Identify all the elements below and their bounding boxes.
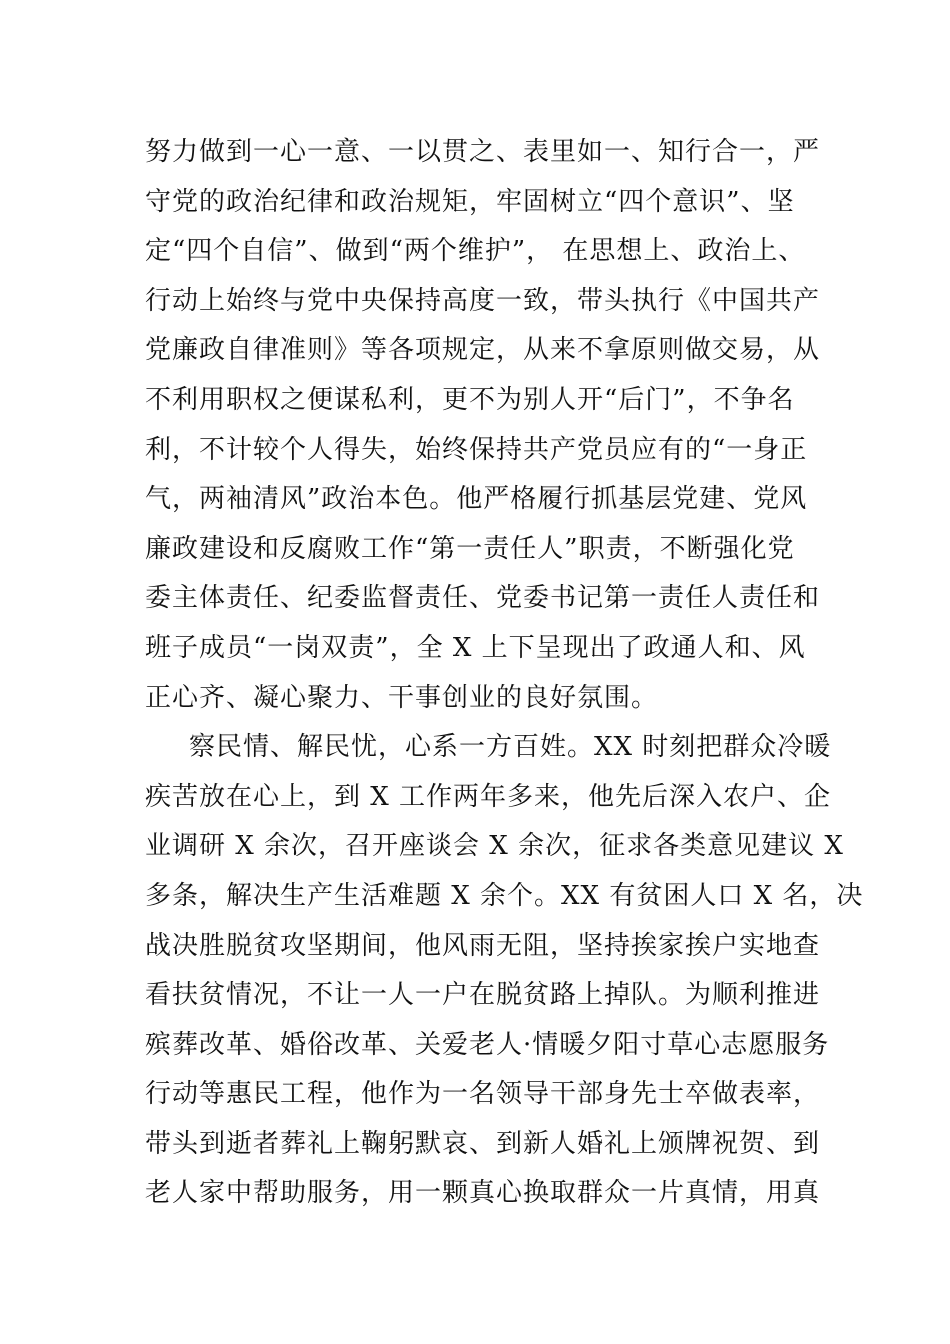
text-line: 行动等惠民工程，他作为一名领导干部身先士卒做表率，	[145, 1079, 821, 1110]
text-line: 带头到逝者葬礼上鞠躬默哀、到新人婚礼上颁牌祝贺、到	[145, 1128, 821, 1159]
text-line: 正心齐、凝心聚力、干事创业的良好氛围。	[145, 682, 659, 713]
text-line: 疾苦放在心上，到 X 工作两年多来，他先后深入农户、企	[145, 781, 832, 812]
text-line: 班子成员“一岗双责”，全 X 上下呈现出了政通人和、风	[145, 632, 806, 663]
text-line: 战决胜脱贫攻坚期间，他风雨无阻，坚持挨家挨户实地查	[145, 930, 821, 961]
text-line: 多条，解决生产生活难题 X 余个。XX 有贫困人口 X 名，决	[145, 880, 864, 911]
text-line: 利，不计较个人得失，始终保持共产党员应有的“一身正	[145, 434, 808, 465]
text-line: 殡葬改革、婚俗改革、关爱老人·情暖夕阳寸草心志愿服务	[145, 1029, 830, 1060]
text-line: 老人家中帮助服务，用一颗真心换取群众一片真情，用真	[145, 1178, 821, 1209]
text-line: 委主体责任、纪委监督责任、党委书记第一责任人责任和	[145, 583, 821, 614]
text-line: 看扶贫情况，不让一人一户在脱贫路上掉队。为顺利推进	[145, 980, 821, 1011]
text-line: 业调研 X 余次，召开座谈会 X 余次，征求各类意见建议 X	[145, 831, 844, 862]
text-line: 守党的政治纪律和政治规矩，牢固树立“四个意识”、坚	[145, 186, 795, 217]
paragraph-first-line: 察民情、解民忧，心系一方百姓。XX 时刻把群众冷暖	[189, 732, 832, 763]
text-line: 党廉政自律准则》等各项规定，从来不拿原则做交易，从	[145, 335, 821, 366]
text-line: 气，两袖清风”政治本色。他严格履行抓基层党建、党风	[145, 484, 808, 515]
text-line: 定“四个自信”、做到“两个维护”， 在思想上、政治上、	[145, 236, 806, 267]
body-text	[145, 128, 864, 1219]
text-line: 廉政建设和反腐败工作“第一责任人”职责，不断强化党	[145, 533, 795, 564]
text-line: 行动上始终与党中央保持高度一致，带头执行《中国共产	[145, 285, 821, 316]
text-line: 努力做到一心一意、一以贯之、表里如一、知行合一，严	[145, 137, 821, 167]
text-line: 不利用职权之便谋私利，更不为别人开“后门”，不争名	[145, 384, 795, 415]
